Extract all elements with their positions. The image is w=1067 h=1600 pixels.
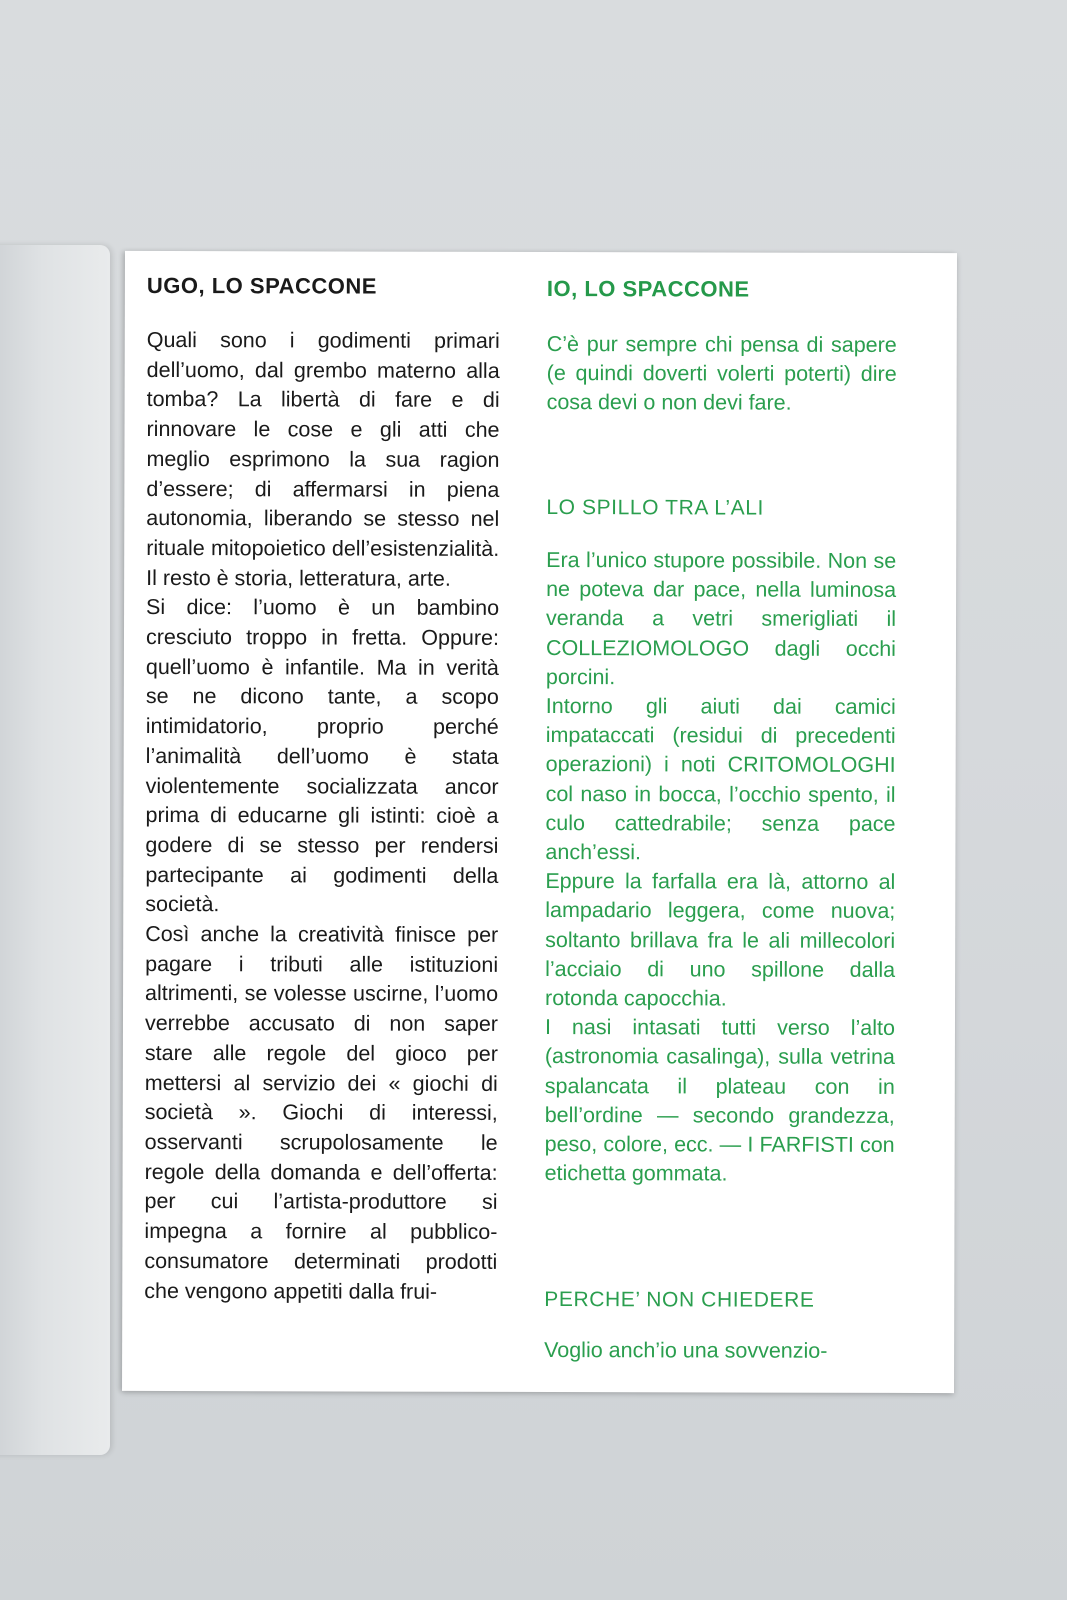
spillo-paragraph-1: Era l’unico stupore possibile. Non se ne poteva dar pace, nella luminosa veranda a vetri smerigliati il COLLEZIOMOLOGO dagli occhi porcini.: [545, 548, 897, 690]
right-column: [544, 252, 897, 1363]
spillo-paragraph-2: Intorno gli aiuti dai camici impataccati (residui di precedenti operazioni) i noti CRITOMOLOGHI col naso in bocca, l’occhio spento, il culo cattedrabile; senza pace anch’essi.: [545, 694, 896, 865]
right-intro: [547, 330, 897, 419]
section-heading-spillo: LO SPILLO TRA L’ALI: [546, 496, 765, 520]
right-intro-text: C’è pur sempre chi pensa di sapere (e quindi doverti volerti poterti) dire cosa devi o non devi fare.: [546, 332, 897, 416]
booklet-page: [122, 251, 957, 1393]
section-body-spillo: [545, 546, 897, 1189]
right-column-title: IO, LO SPACCONE: [546, 276, 750, 302]
left-paragraph-1: Quali sono i godimenti primari dell’uomo, dal grembo materno alla tomba? La libertà di fare e di rinnovare le cose e gli atti che meglio esprimono la sua ragion d’essere; di affermarsi in piena autonomia, liberando se stesso nel rituale mitopoietico dell’esistenzialità. Il resto è storia, letteratura, arte.: [146, 327, 500, 591]
spillo-paragraph-3: Eppure la farfalla era là, attorno al lampadario leggera, come nuova; soltanto brillava fra le ali millecolori l’acciaio di uno spillone dalla rotonda capocchia.: [545, 869, 896, 1011]
left-column-title: UGO, LO SPACCONE: [146, 272, 378, 299]
left-column: [144, 251, 500, 1304]
perche-paragraph-1: Voglio anch’io una sovvenzio-: [544, 1338, 828, 1363]
section-body-perche: [544, 1336, 894, 1366]
left-paragraph-2: Si dice: l’uomo è un bambino cresciuto troppo in fretta. Oppure: quell’uomo è infantile. Ma in verità se ne dicono tante, a scopo intimidatorio, proprio perché l’animalità dell’uomo è stata violentemente socializzata ancor prima di educarne gli istinti: cioè a godere di se stesso per rendersi partecipante ai godimenti della società.: [145, 595, 500, 917]
left-page-edge: [0, 245, 110, 1455]
spillo-paragraph-4: I nasi intasati tutti verso l’alto (astronomia casalinga), sulla vetrina spalancata il plateau con in bell’ordine — secondo grandezza, peso, colore, ecc. — I FARFISTI con etichetta gommata.: [544, 1015, 896, 1186]
left-paragraph-3: Così anche la creatività finisce per pagare i tributi alle istituzioni altrimenti, se volesse uscirne, l’uomo verrebbe accusato di non saper stare alle regole del gioco per mettersi al servizio dei « giochi di società ». Giochi di interessi, osservanti scrupolosamente le regole della domanda e dell’offerta: per cui l’artista-produttore si impegna a fornire al pubblico-consumatore determinati prodotti che vengono appetiti dalla frui-: [144, 922, 499, 1304]
section-heading-perche: PERCHE’ NON CHIEDERE: [544, 1288, 815, 1312]
left-column-body: [144, 326, 500, 1307]
